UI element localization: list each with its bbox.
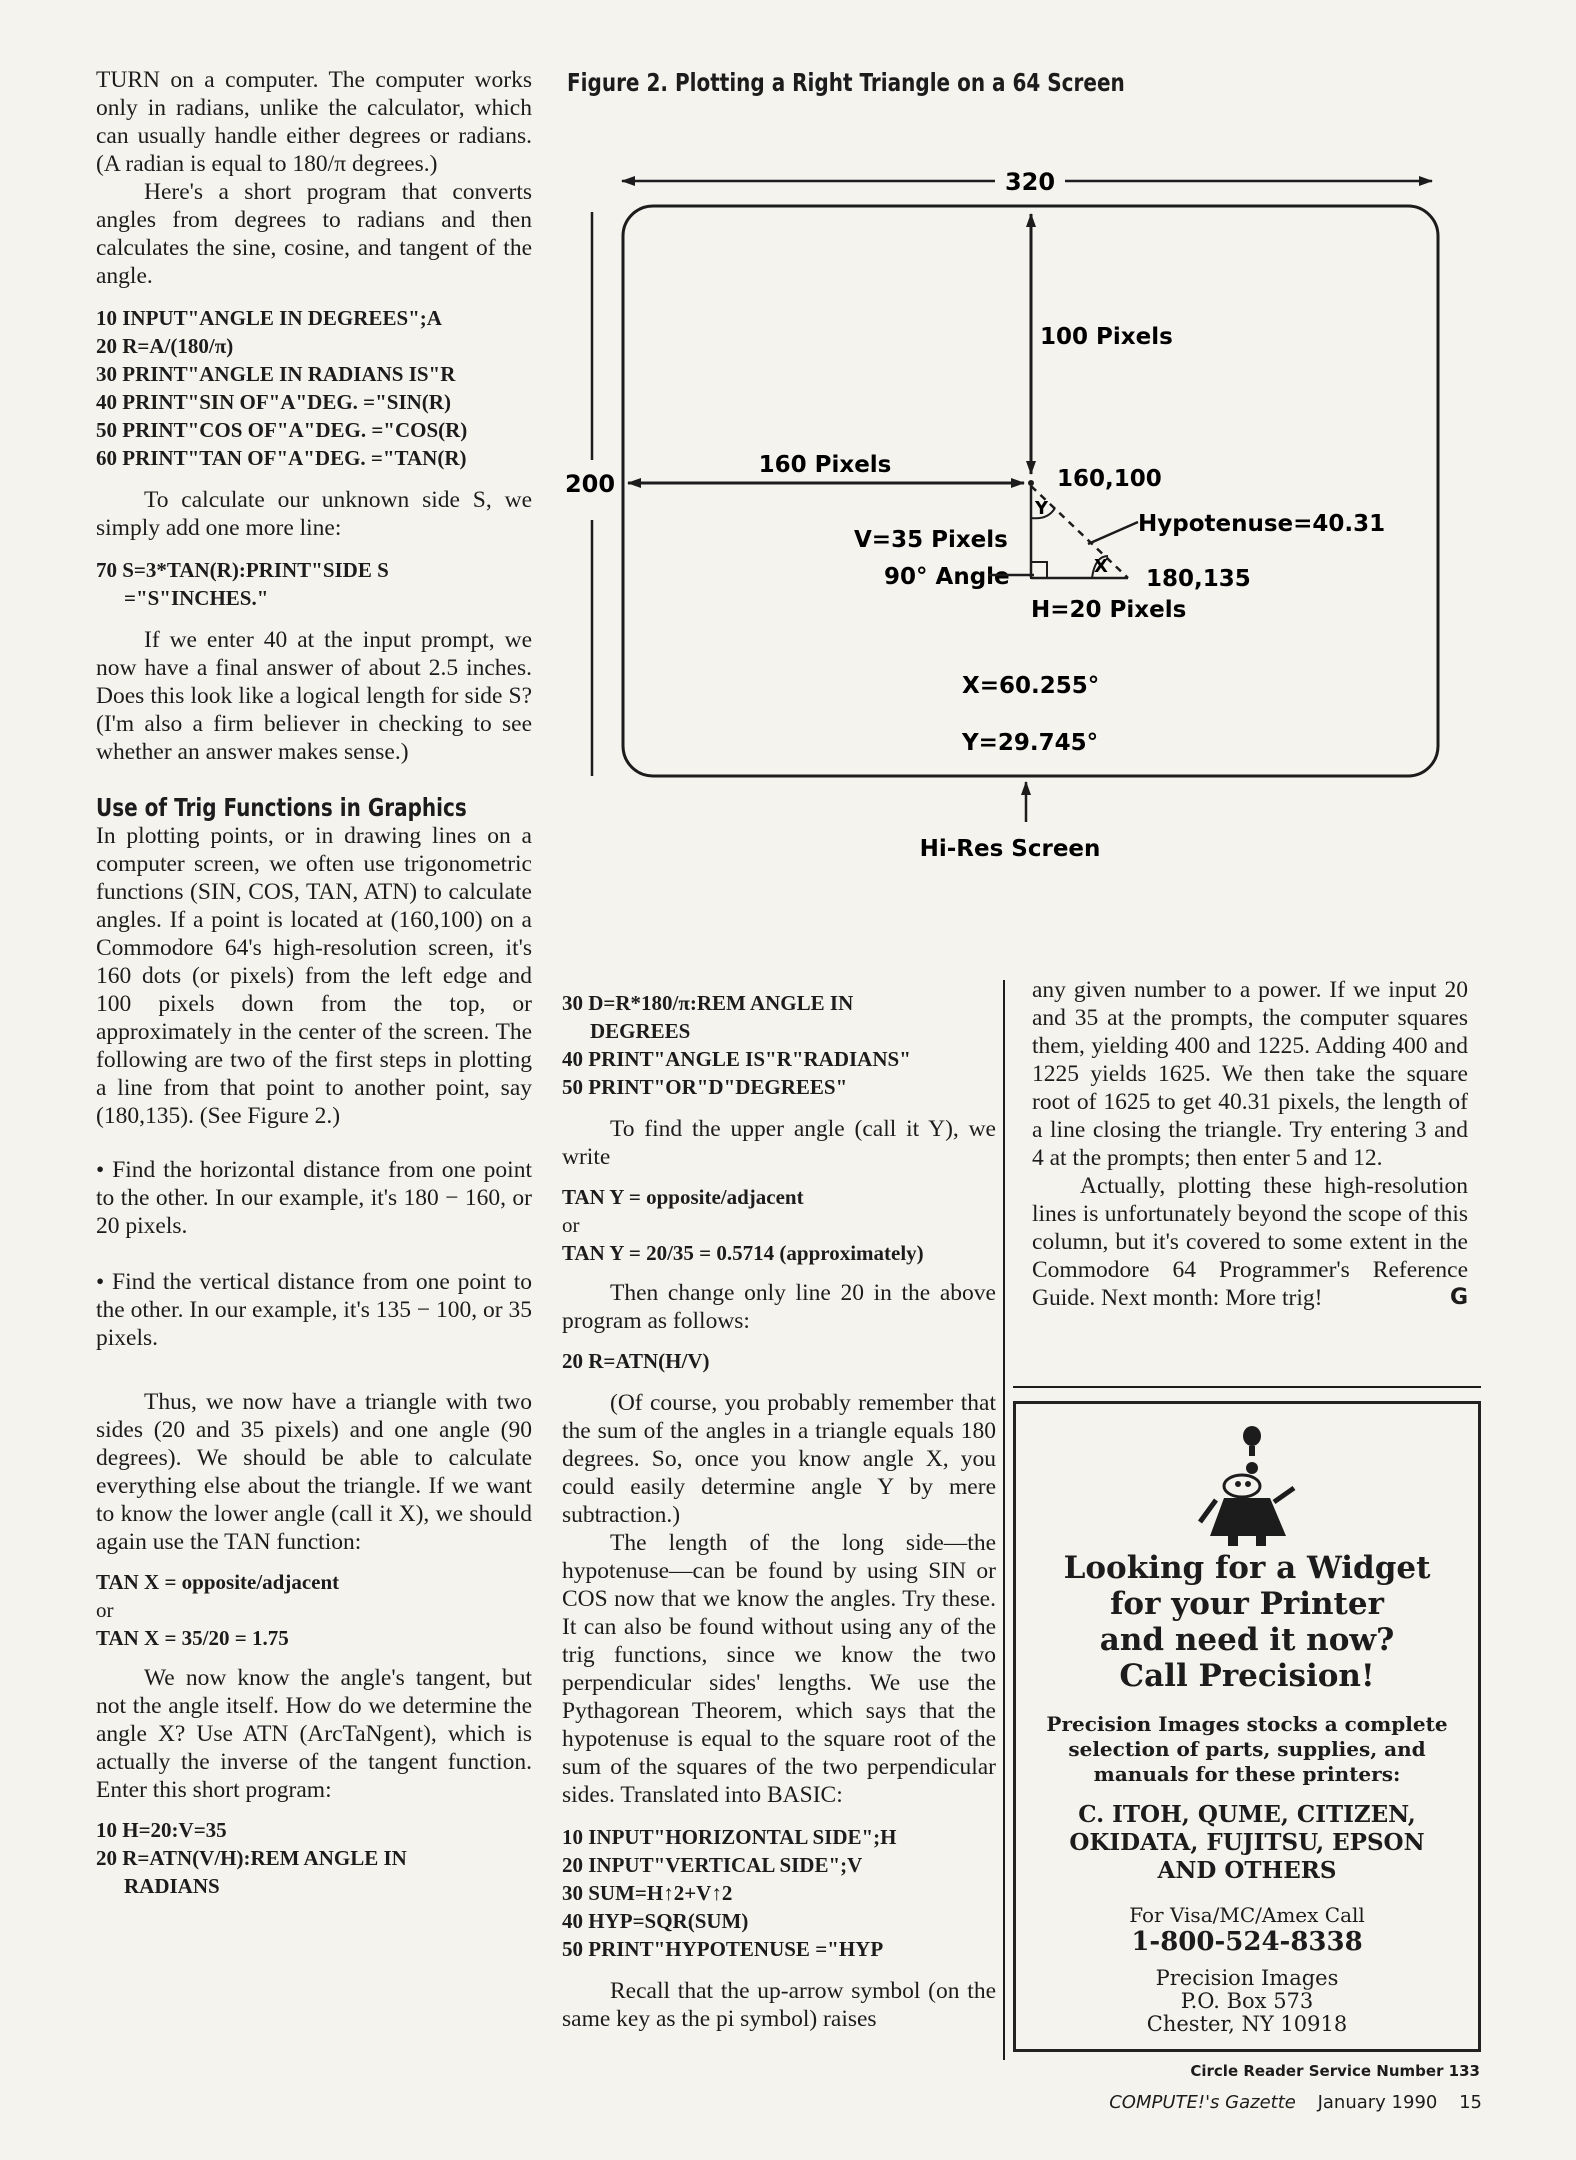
figure-title: Figure 2. Plotting a Right Triangle on a 64 Screen: [567, 68, 1125, 97]
v-label: V=35 Pixels: [854, 527, 1008, 553]
code-line: 20 R=ATN(V/H):REM ANGLE IN: [96, 1846, 407, 1870]
column-3: [1032, 976, 1468, 1312]
code-line: 10 H=20:V=35: [96, 1818, 227, 1842]
reader-service-number: Circle Reader Service Number 133: [1190, 2062, 1480, 2080]
ad-text: Precision Images stocks a complete selection of parts, supplies, and manuals for these printers:: [1046, 1712, 1448, 1786]
code-line: 50 PRINT"HYPOTENUSE ="HYP: [562, 1937, 884, 1961]
equation: TAN X = opposite/adjacent: [96, 1570, 340, 1594]
paragraph: Then change only line 20 in the above program as follows:: [562, 1280, 996, 1334]
point-1-label: 160,100: [1057, 466, 1162, 492]
angle-90-label: 90° Angle: [884, 564, 1010, 590]
equation-block: [96, 1568, 532, 1652]
paragraph: Recall that the up-arrow symbol (on the same key as the pi symbol) raises: [562, 1978, 996, 2032]
or-text: or: [562, 1213, 580, 1237]
height-label: 200: [564, 470, 616, 498]
equation: TAN Y = 20/35 = 0.5714 (approximately): [562, 1241, 924, 1265]
ad-top-rule: [1013, 1386, 1481, 1388]
ad-headline: [1016, 1550, 1478, 1694]
h-label: H=20 Pixels: [1031, 597, 1187, 623]
code-line: 30 PRINT"ANGLE IN RADIANS IS"R: [96, 362, 456, 386]
code-line: 10 INPUT"HORIZONTAL SIDE";H: [562, 1825, 897, 1849]
brand-line: C. ITOH, QUME, CITIZEN,: [1078, 1801, 1416, 1828]
end-mark: G: [1449, 1285, 1468, 1310]
mascot-illustration: [1194, 1418, 1304, 1548]
code-line: 70 S=3*TAN(R):PRINT"SIDE S: [96, 558, 389, 582]
address-line: P.O. Box 573: [1180, 1989, 1314, 2013]
x-value: X=60.255°: [962, 673, 1100, 699]
screen-label: Hi-Res Screen: [919, 836, 1101, 862]
address-line: Chester, NY 10918: [1146, 2012, 1348, 2036]
vertical-label: 100 Pixels: [1040, 324, 1173, 350]
bullet-item: • Find the vertical distance from one point to the other. In our example, it's 135 − 100, or 35 pixels.: [96, 1269, 532, 1351]
equation: TAN X = 35/20 = 1.75: [96, 1626, 289, 1650]
ad-phone[interactable]: 1-800-524-8338: [1131, 1927, 1363, 1957]
code-line: 60 PRINT"TAN OF"A"DEG. ="TAN(R): [96, 446, 467, 470]
code-line: RADIANS: [124, 1874, 220, 1898]
paragraph: Actually, plotting these high-resolution lines is unfortunately beyond the scope of this column, but it's covered to some extent in the Commodore 64 Programmer's Reference Guide. Next month: More trig!: [1032, 1173, 1468, 1311]
code-block: [562, 1347, 996, 1375]
hypotenuse-pointer: [1088, 522, 1138, 544]
code-block: [562, 1823, 996, 1963]
brand-line: OKIDATA, FUJITSU, EPSON: [1069, 1829, 1425, 1856]
headline-line: Call Precision!: [1119, 1658, 1375, 1694]
section-heading: Use of Trig Functions in Graphics: [96, 793, 467, 822]
point-2-label: 180,135: [1146, 566, 1251, 592]
code-line: 30 SUM=H↑2+V↑2: [562, 1881, 733, 1905]
figure-diagram: [0, 0, 1576, 900]
code-line: DEGREES: [590, 1019, 691, 1043]
hypotenuse-label: Hypotenuse=40.31: [1138, 511, 1386, 537]
column-2: [562, 989, 996, 2033]
column-divider: [1003, 980, 1005, 2060]
y-value: Y=29.745°: [962, 730, 1099, 756]
bullet-list: [96, 1156, 532, 1352]
paragraph: To find the upper angle (call it Y), we write: [562, 1116, 996, 1170]
code-line: 20 R=A/(180/π): [96, 334, 234, 358]
code-line: 40 HYP=SQR(SUM): [562, 1909, 749, 1933]
bullet-item: • Find the horizontal distance from one point to the other. In our example, it's 180 − 160, or 20 pixels.: [96, 1157, 532, 1239]
ad-address: [1016, 1967, 1478, 2036]
paragraph: Thus, we now have a triangle with two sides (20 and 35 pixels) and one angle (90 degrees). We should be able to calculate everything else about the triangle. If we want to know the lower angle (call it X), we should again use the TAN function:: [96, 1389, 532, 1555]
page-number: 15: [1459, 2092, 1482, 2113]
or-text: or: [96, 1598, 114, 1622]
brand-line: AND OTHERS: [1157, 1857, 1337, 1884]
ad-call-text: For Visa/MC/Amex Call: [1129, 1903, 1365, 1927]
issue-date: January 1990: [1317, 2092, 1438, 2113]
code-line: 10 INPUT"ANGLE IN DEGREES";A: [96, 306, 442, 330]
headline-line: Looking for a Widget: [1063, 1550, 1431, 1586]
angle-y-mark: Y: [1035, 498, 1049, 519]
paragraph: We now know the angle's tangent, but not the angle itself. How do we determine the angle X? Use ATN (ArcTaNgent), which is actually the inverse of the tangent function. Enter this short program:: [96, 1665, 532, 1803]
advertisement[interactable]: [1013, 1401, 1481, 2052]
code-line: 20 INPUT"VERTICAL SIDE";V: [562, 1853, 863, 1877]
equation-block: [562, 1183, 996, 1267]
code-line: 50 PRINT"COS OF"A"DEG. ="COS(R): [96, 418, 468, 442]
code-line: 50 PRINT"OR"D"DEGREES": [562, 1075, 848, 1099]
code-line: ="S"INCHES.": [124, 586, 269, 610]
code-block: [96, 1816, 532, 1900]
paragraph: To calculate our unknown side S, we simply add one more line:: [96, 487, 532, 541]
code-line: 40 PRINT"ANGLE IS"R"RADIANS": [562, 1047, 911, 1071]
page-footer: [1109, 2092, 1482, 2113]
paragraph: (Of course, you probably remember that the sum of the angles in a triangle equals 180 degrees. So, once you know angle X, you could easily determine angle Y by mere subtraction.): [562, 1390, 996, 1528]
horizontal-label: 160 Pixels: [758, 452, 892, 478]
paragraph: any given number to a power. If we input 20 and 35 at the prompts, the computer squares them, yielding 400 and 1225. Adding 400 and 1225 yields 1625. We then take the square root of 1625 to get 40.31 pixels, the length of a line closing the triangle. Try entering 3 and 4 at the prompts; then enter 5 and 12.: [1032, 977, 1468, 1171]
ad-brands: [1016, 1801, 1478, 1885]
angle-x-mark: X: [1094, 556, 1108, 577]
headline-line: and need it now?: [1099, 1622, 1395, 1658]
equation: TAN Y = opposite/adjacent: [562, 1185, 804, 1209]
magazine-name: COMPUTE!'s Gazette: [1109, 2092, 1296, 2113]
code-line: 40 PRINT"SIN OF"A"DEG. ="SIN(R): [96, 390, 451, 414]
code-line: 20 R=ATN(H/V): [562, 1349, 710, 1373]
width-label: 320: [1004, 168, 1056, 196]
point-marker: [1028, 480, 1034, 486]
code-line: 30 D=R*180/π:REM ANGLE IN: [562, 991, 854, 1015]
address-line: Precision Images: [1155, 1966, 1339, 1990]
paragraph: The length of the long side—the hypotenuse—can be found by using SIN or COS now that we know the angles. Try these. It can also be found without using any of the trig functions, since we know the two perpendicular sides' lengths. We use the Pythagorean Theorem, which says that the hypotenuse is equal to the square root of the sum of the squares of the two perpendicular sides. Translated into BASIC:: [562, 1530, 996, 1808]
paragraph: In plotting points, or in drawing lines on a computer screen, we often use trigonometric functions (SIN, COS, TAN, ATN) to calculate angles. If a point is located at (160,100) on a Commodore 64's high-resolution screen, it's 160 dots (or pixels) from the left edge and 100 pixels down from the top, or approximately in the center of the screen. The following are two of the first steps in plotting a line from that point to another point, say (180,135). (See Figure 2.): [96, 823, 532, 1129]
paragraph: Here's a short program that converts angles from degrees to radians and then calculates the sine, cosine, and tangent of the angle.: [96, 179, 532, 289]
paragraph: If we enter 40 at the input prompt, we now have a final answer of about 2.5 inches. Does this look like a logical length for side S? (I'm also a firm believer in checking to see whether an answer makes sense.): [96, 627, 532, 765]
headline-line: for your Printer: [1110, 1586, 1384, 1622]
paragraph: TURN on a computer. The computer works only in radians, unlike the calculator, which can usually handle either degrees or radians. (A radian is equal to 180/π degrees.): [96, 67, 532, 177]
code-block: [562, 989, 996, 1101]
